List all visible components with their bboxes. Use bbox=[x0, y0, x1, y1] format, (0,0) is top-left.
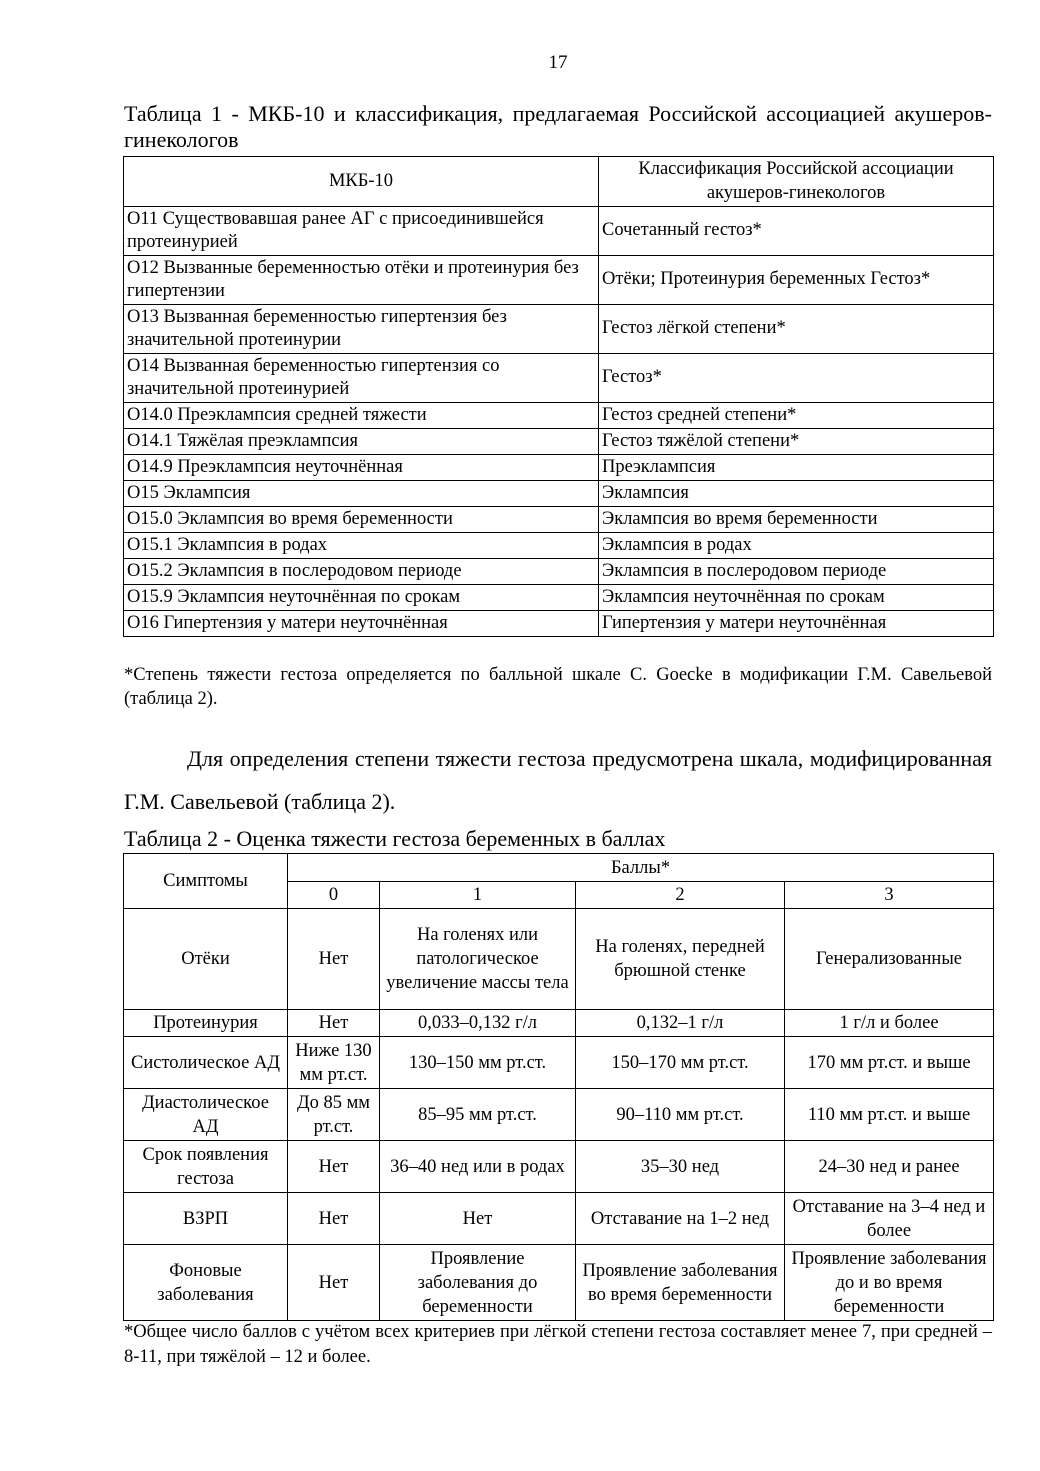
table-cell: Срок появления гестоза bbox=[124, 1141, 288, 1193]
table-cell: 110 мм рт.ст. и выше bbox=[785, 1089, 994, 1141]
header-cell: Классификация Российской ассоциации акушеров-гинекологов bbox=[599, 157, 994, 207]
table-cell: Нет bbox=[288, 1245, 380, 1321]
table-row bbox=[124, 455, 994, 481]
table2-footnote: *Общее число баллов с учётом всех критериев при лёгкой степени гестоза составляет менее 7, при средней – 8-11, при тяжёлой – 12 и более. bbox=[124, 1322, 992, 1367]
table-cell: На голенях, передней брюшной стенке bbox=[576, 909, 785, 1010]
table-cell: Эклампсия в родах bbox=[599, 533, 994, 559]
body-paragraph: Для определения степени тяжести гестоза предусмотрена шкала, модифицированная Г.М. Савельевой (таблица 2). bbox=[124, 746, 992, 814]
table-cell: Гестоз лёгкой степени* bbox=[599, 305, 994, 354]
table-cell: Эклампсия в послеродовом периоде bbox=[599, 559, 994, 585]
table-cell: Генерализованные bbox=[785, 909, 994, 1010]
header-cell: 1 bbox=[380, 882, 576, 909]
table-cell: Систолическое АД bbox=[124, 1037, 288, 1089]
table-cell: О15.1 Эклампсия в родах bbox=[124, 533, 599, 559]
table-cell: Протеинурия bbox=[124, 1010, 288, 1037]
table-cell: О15 Эклампсия bbox=[124, 481, 599, 507]
table-row bbox=[124, 1245, 994, 1321]
severity-score-table bbox=[123, 853, 994, 1321]
table-cell: Фоновые заболевания bbox=[124, 1245, 288, 1321]
table-cell: 150–170 мм рт.ст. bbox=[576, 1037, 785, 1089]
table-cell: О14 Вызванная беременностью гипертензия со значительной протеинурией bbox=[124, 354, 599, 403]
table-cell: Ниже 130 мм рт.ст. bbox=[288, 1037, 380, 1089]
table-cell: 130–150 мм рт.ст. bbox=[380, 1037, 576, 1089]
table-cell: Нет bbox=[288, 1010, 380, 1037]
table-row bbox=[124, 909, 994, 1010]
table-cell: О15.0 Эклампсия во время беременности bbox=[124, 507, 599, 533]
table-row bbox=[124, 1037, 994, 1089]
table-row bbox=[124, 1089, 994, 1141]
header-cell: Баллы* bbox=[288, 854, 994, 882]
table-row bbox=[124, 1010, 994, 1037]
table-row bbox=[124, 403, 994, 429]
table-cell: 170 мм рт.ст. и выше bbox=[785, 1037, 994, 1089]
header-cell: Симптомы bbox=[124, 854, 288, 909]
table-cell: Эклампсия bbox=[599, 481, 994, 507]
table-cell: На голенях или патологическое увеличение массы тела bbox=[380, 909, 576, 1010]
header-cell: 3 bbox=[785, 882, 994, 909]
header-cell: 2 bbox=[576, 882, 785, 909]
table1-footnote: *Степень тяжести гестоза определяется по балльной шкале C. Goecke в модификации Г.М. Савельевой (таблица 2). bbox=[124, 665, 992, 709]
header-cell: 0 bbox=[288, 882, 380, 909]
header-cell: МКБ-10 bbox=[124, 157, 599, 207]
table-cell: О11 Существовавшая ранее АГ с присоединившейся протеинурией bbox=[124, 207, 599, 256]
table-row bbox=[124, 256, 994, 305]
table-header-row bbox=[124, 157, 994, 207]
table-cell: О14.1 Тяжёлая преэклампсия bbox=[124, 429, 599, 455]
table-cell: Сочетанный гестоз* bbox=[599, 207, 994, 256]
table-cell: Нет bbox=[288, 1141, 380, 1193]
table-cell: Эклампсия неуточнённая по срокам bbox=[599, 585, 994, 611]
table-cell: Диастолическое АД bbox=[124, 1089, 288, 1141]
table-cell: Нет bbox=[380, 1193, 576, 1245]
table-header-row bbox=[124, 854, 994, 882]
table-row bbox=[124, 611, 994, 637]
table-cell: Нет bbox=[288, 909, 380, 1010]
table-cell: О14.9 Преэклампсия неуточнённая bbox=[124, 455, 599, 481]
table-row bbox=[124, 429, 994, 455]
table-cell: Отёки; Протеинурия беременных Гестоз* bbox=[599, 256, 994, 305]
table-row bbox=[124, 1141, 994, 1193]
page-number: 17 bbox=[548, 52, 568, 73]
table-cell: О15.9 Эклампсия неуточнённая по срокам bbox=[124, 585, 599, 611]
table-cell: О16 Гипертензия у матери неуточнённая bbox=[124, 611, 599, 637]
table-cell: Гестоз* bbox=[599, 354, 994, 403]
table1-caption: Таблица 1 - МКБ-10 и классификация, предлагаемая Российской ассоциацией акушеров-гинекологов bbox=[124, 101, 992, 152]
table-cell: Преэклампсия bbox=[599, 455, 994, 481]
table-row bbox=[124, 1193, 994, 1245]
table-cell: О15.2 Эклампсия в послеродовом периоде bbox=[124, 559, 599, 585]
classification-table bbox=[123, 156, 994, 637]
table-row bbox=[124, 305, 994, 354]
table-cell: 85–95 мм рт.ст. bbox=[380, 1089, 576, 1141]
table-cell: 0,132–1 г/л bbox=[576, 1010, 785, 1037]
table-row bbox=[124, 481, 994, 507]
table-cell: Гестоз средней степени* bbox=[599, 403, 994, 429]
table-row bbox=[124, 354, 994, 403]
table-cell: О12 Вызванные беременностью отёки и протеинурия без гипертензии bbox=[124, 256, 599, 305]
table-cell: Проявление заболевания во время беременности bbox=[576, 1245, 785, 1321]
table-cell: Гипертензия у матери неуточнённая bbox=[599, 611, 994, 637]
table-cell: 24–30 нед и ранее bbox=[785, 1141, 994, 1193]
table-cell: 0,033–0,132 г/л bbox=[380, 1010, 576, 1037]
table-cell: Проявление заболевания до беременности bbox=[380, 1245, 576, 1321]
table-row bbox=[124, 559, 994, 585]
table-cell: Отёки bbox=[124, 909, 288, 1010]
table-row bbox=[124, 585, 994, 611]
table-cell: 90–110 мм рт.ст. bbox=[576, 1089, 785, 1141]
table-cell: 1 г/л и более bbox=[785, 1010, 994, 1037]
table-cell: ВЗРП bbox=[124, 1193, 288, 1245]
table-cell: 35–30 нед bbox=[576, 1141, 785, 1193]
table-cell: Гестоз тяжёлой степени* bbox=[599, 429, 994, 455]
table-cell: Нет bbox=[288, 1193, 380, 1245]
table-cell: Проявление заболевания до и во время беременности bbox=[785, 1245, 994, 1321]
table-cell: Отставание на 3–4 нед и более bbox=[785, 1193, 994, 1245]
table2-caption: Таблица 2 - Оценка тяжести гестоза беременных в баллах bbox=[124, 826, 666, 851]
table-row bbox=[124, 207, 994, 256]
table-cell: О14.0 Преэклампсия средней тяжести bbox=[124, 403, 599, 429]
table-row bbox=[124, 533, 994, 559]
table-cell: 36–40 нед или в родах bbox=[380, 1141, 576, 1193]
table-cell: До 85 мм рт.ст. bbox=[288, 1089, 380, 1141]
table-row bbox=[124, 507, 994, 533]
table-cell: О13 Вызванная беременностью гипертензия без значительной протеинурии bbox=[124, 305, 599, 354]
table-cell: Отставание на 1–2 нед bbox=[576, 1193, 785, 1245]
table-cell: Эклампсия во время беременности bbox=[599, 507, 994, 533]
